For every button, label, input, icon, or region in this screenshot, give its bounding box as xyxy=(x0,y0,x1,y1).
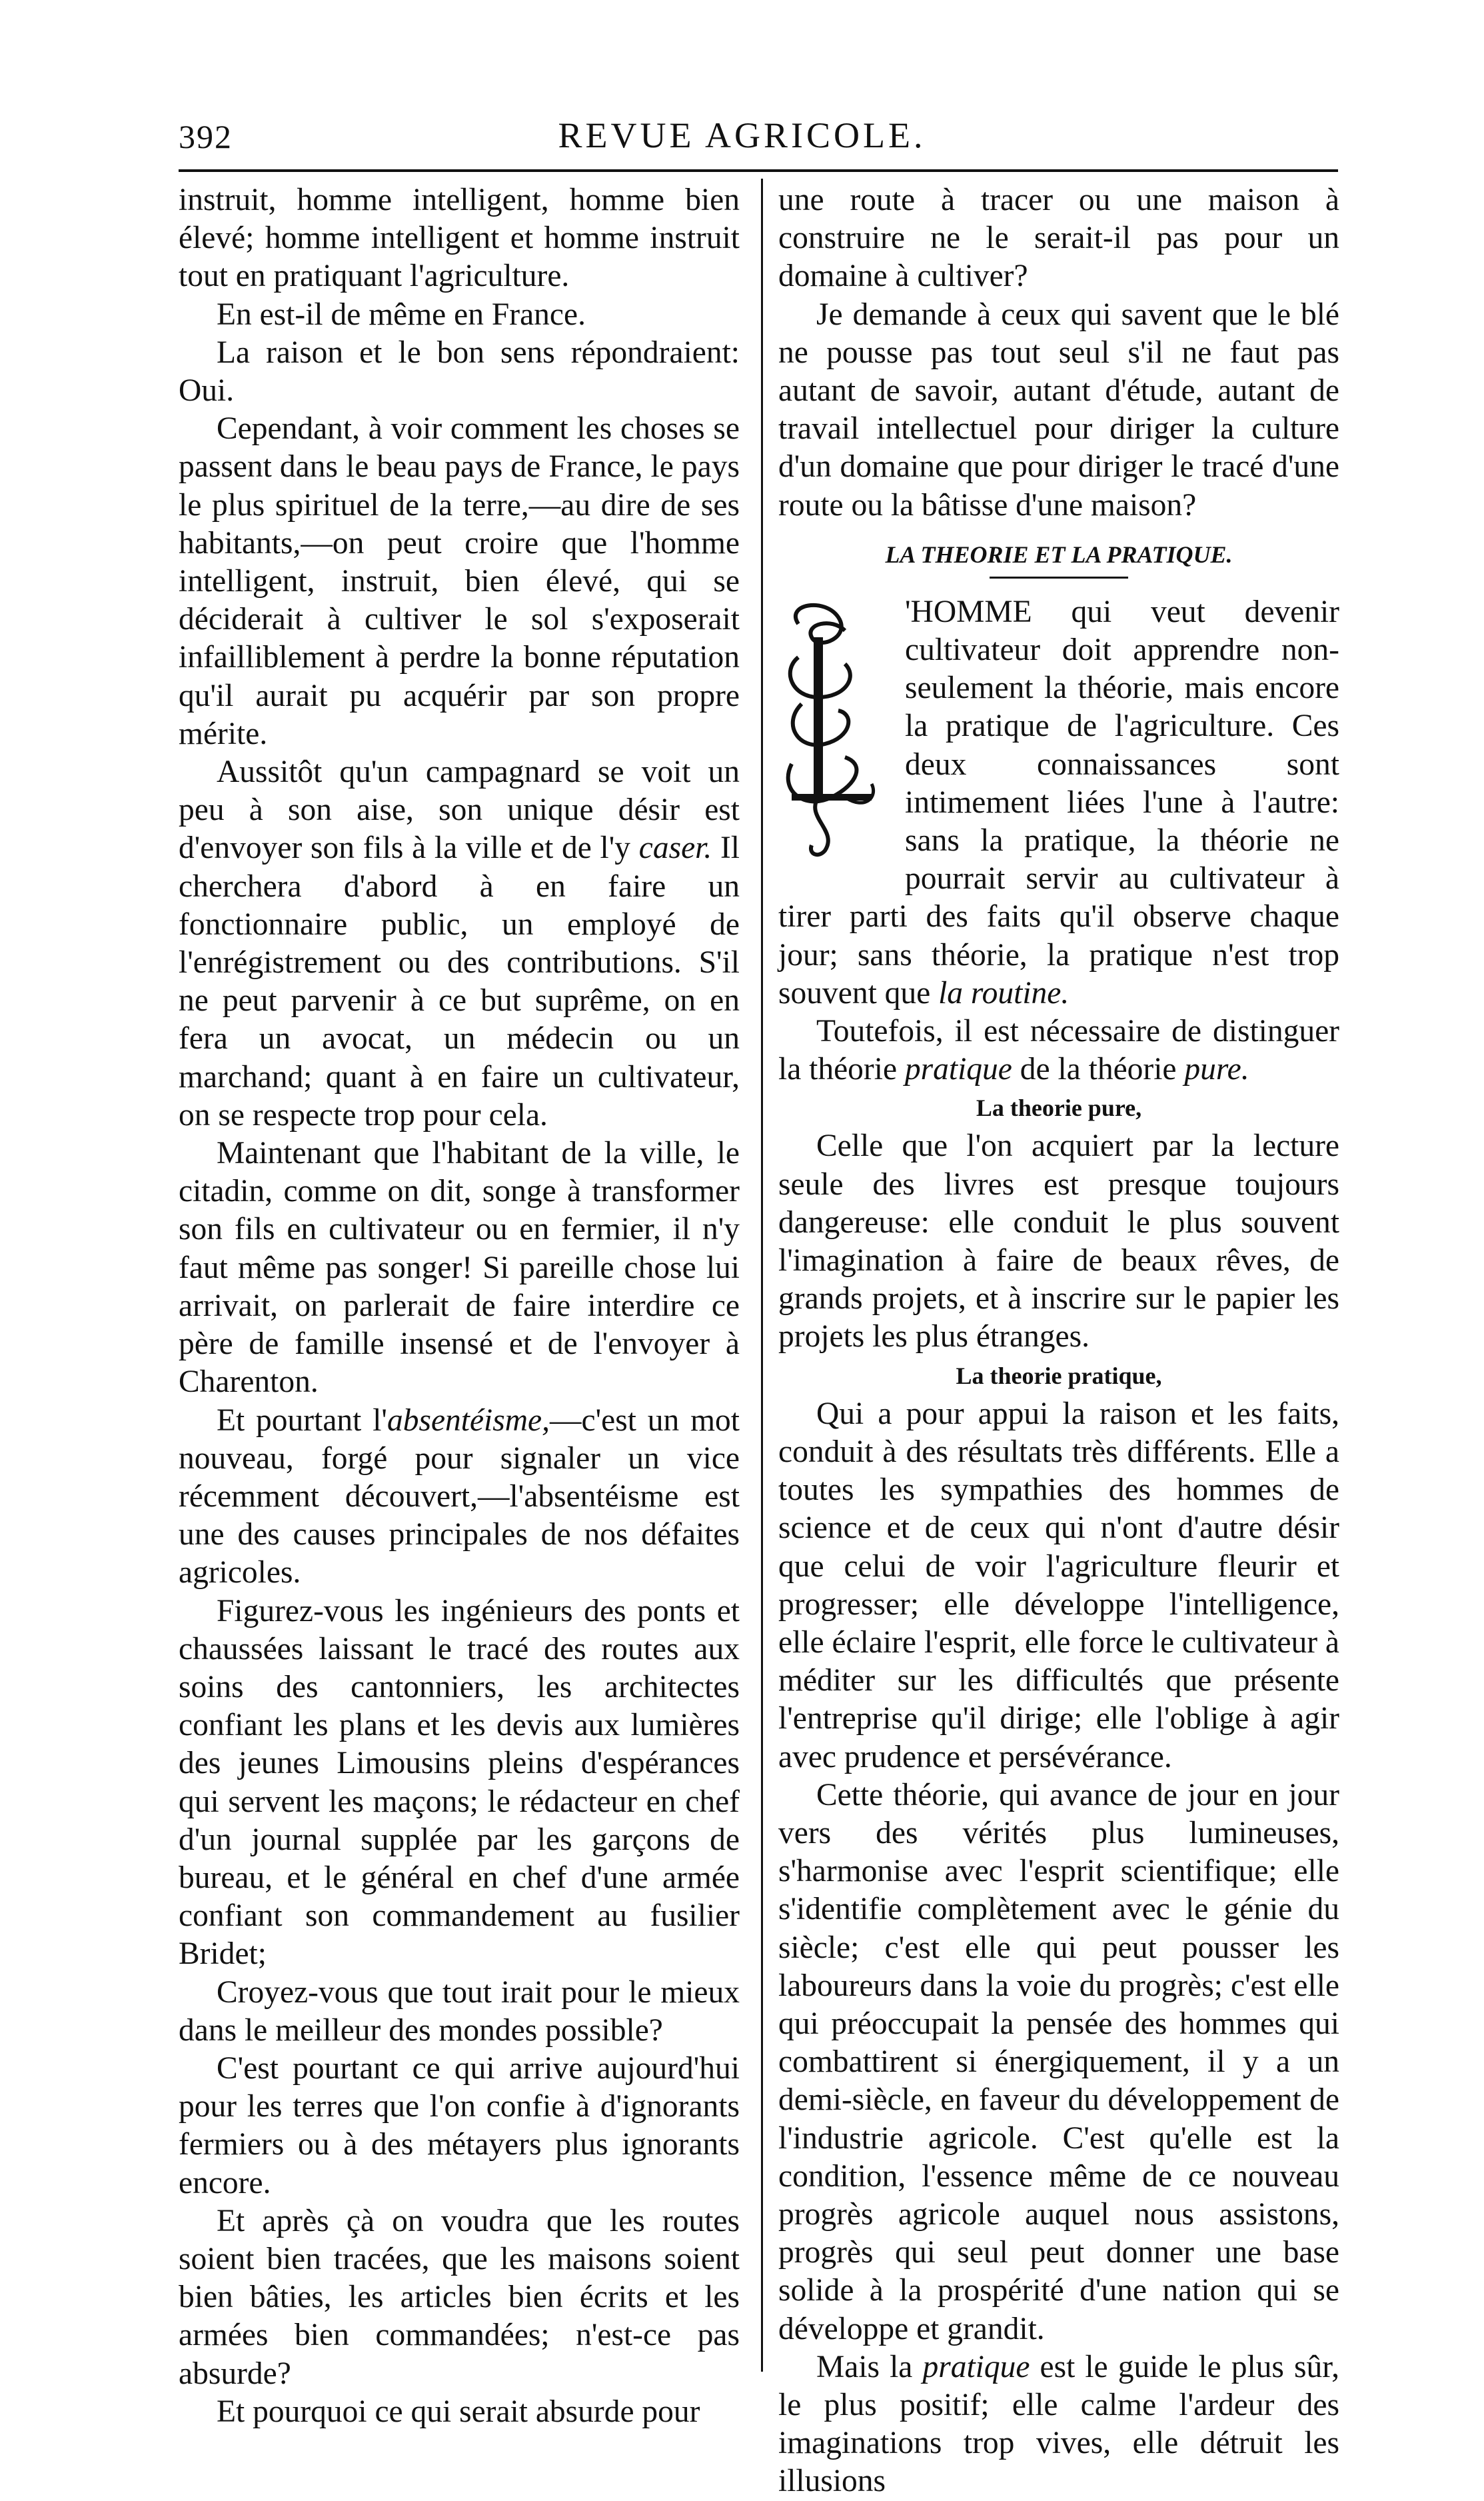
emphasis: pratique xyxy=(904,1052,1012,1087)
column-divider xyxy=(761,179,763,2372)
paragraph: Cette théorie, qui avance de jour en jour vers des vérités plus lumineuses, s'harmonise avec l'esprit scientifique; elle s'identifie complètement avec le génie du siècle; c'est elle qui peut pousser les laboureurs dans la voie du progrès; c'est elle qui préoccupait la pensée des hommes qui combattirent si énergiquement, il y a un demi-siècle, en faveur du développement de l'industrie agricole. C'est qu'elle est la condition, l'essence même de ce nouveau progrès agricole auquel nous assistons, progrès qui seul peut donner une base solide à la prospérité d'une nation qui se développe et grandit. xyxy=(778,1777,1339,2346)
paragraph xyxy=(778,2348,1339,2501)
text-run: Aussitôt qu'un campagnard se voit un peu à son aise, son unique désir est d'envoyer son fils à la ville et de l'y xyxy=(179,755,740,866)
page-number: 392 xyxy=(179,118,233,155)
section-title: LA THEORIE ET LA PRATIQUE. xyxy=(885,541,1233,568)
text-run: de la théorie xyxy=(1012,1052,1185,1087)
subheading: La theorie pure, xyxy=(976,1095,1142,1122)
paragraph: En est-il de même en France. xyxy=(217,297,586,332)
paragraph: Croyez-vous que tout irait pour le mieux dans le meilleur des mondes possible? xyxy=(179,1974,740,2048)
intro-paragraph xyxy=(778,593,1339,1013)
paragraph: Qui a pour appui la raison et les faits, conduit à des résultats très différents. Elle a toutes les sympathies des hommes de science et de ceux qui n'ont d'autre désir que celui de voir l'agriculture fleurir et progresser; elle développe l'intelligence, elle éclaire l'esprit, elle force le cultivateur à méditer sur les difficultés que présente l'entreprise qu'il dirige; elle l'oblige à agir avec prudence et persévérance. xyxy=(778,1396,1339,1774)
paragraph xyxy=(179,1402,740,1592)
paragraph: Et après çà on voudra que les routes soient bien tracées, que les maisons soient bien bâties, les articles bien écrits et les armées bien commandées; n'est-ce pas absurde? xyxy=(179,2203,740,2391)
emphasis: pratique xyxy=(922,2349,1030,2384)
paragraph: Figurez-vous les ingénieurs des ponts et chaussées laissant le tracé des routes aux soins des cantonniers, les architectes confiant les plans et les devis aux lumières des jeunes Limousins pleins d'espérances qui servent les maçons; le rédacteur en chef d'un journal supplée par les garçons de bureau, et le général en chef d'une armée confiant son commandement au fusilier Bridet; xyxy=(179,1593,740,1972)
header-rule xyxy=(179,169,1338,172)
text-run: Et pourtant l' xyxy=(217,1402,387,1438)
paragraph: Maintenant que l'habitant de la ville, le citadin, comme on dit, songe à transformer son fils en cultivateur ou en fermier, il n'y faut même pas songer! Si pareille chose lui arrivait, on parlerait de faire interdire ce père de famille insensé et de l'envoyer à Charenton. xyxy=(179,1136,740,1400)
emphasis: absentéisme, xyxy=(386,1402,550,1438)
paragraph: C'est pourtant ce qui arrive aujourd'hui pour les terres que l'on confie à d'ignorants fermiers ou à des métayers plus ignorants encore. xyxy=(179,2050,740,2200)
section-rule xyxy=(990,577,1128,579)
paragraph xyxy=(179,753,740,1135)
paragraph xyxy=(778,1013,1339,1089)
text-run: Mais la xyxy=(816,2349,923,2384)
emphasis: caser. xyxy=(638,831,712,866)
paragraph: Et pourquoi ce qui serait absurde pour xyxy=(217,2394,700,2429)
text-run: 'HOMME qui veut devenir cultivateur doit apprendre non-seulement la théorie, mais encore la pratique de l'agriculture. Ces deux connaissances sont intimement liées l'une à l'autre: sans la pratique, la théorie ne pourrait servir au cultivateur à tirer parti des faits qu'il observe chaque jour; sans théorie, la pratique n'est trop souvent que xyxy=(778,594,1339,1011)
ornamental-initial-icon xyxy=(778,597,890,861)
running-title: REVUE AGRICOLE. xyxy=(558,115,926,155)
paragraph: Celle que l'on acquiert par la lecture seule des livres est presque toujours dangereuse: elle conduit le plus souvent l'imagination à faire de beaux rêves, de grands projets, et à inscrire sur le papier les projets les plus étranges. xyxy=(778,1129,1339,1354)
left-column xyxy=(179,181,740,2431)
paragraph: Je demande à ceux qui savent que le blé ne pousse pas tout seul s'il ne faut pas autant de savoir, autant d'étude, autant de travail intellectuel pour diriger la culture d'un domaine que pour diriger le tracé d'une route ou la bâtisse d'une maison? xyxy=(778,297,1339,523)
text-run: est le guide le plus sûr, le plus positif; elle calme l'ardeur des imaginations trop vives, elle détruit les illusions xyxy=(778,2349,1339,2499)
paragraph: Cependant, à voir comment les choses se passent dans le beau pays de France, le pays le plus spirituel de la terre,—au dire de ses habitants,—on peut croire que l'homme intelligent, instruit, bien élevé, qui se déciderait à cultiver le sol s'exposerait infailliblement à perdre la bonne réputation qu'il aurait pu acquérir par son propre mérite. xyxy=(179,411,740,751)
text-run: Toutefois, il est nécessaire de distinguer la théorie xyxy=(778,1014,1339,1087)
paragraph: une route à tracer ou une maison à construire ne le serait-il pas pour un domaine à cultiver? xyxy=(778,183,1339,294)
text-run: Il cherchera d'abord à en faire un fonctionnaire public, un employé de l'enrégistrement ou des contributions. S'il ne peut parvenir à ce but suprême, on en fera un avocat, un médecin ou un marchand; quant à en faire un cultivateur, on se respecte trop pour cela. xyxy=(179,831,740,1133)
paragraph: La raison et le bon sens répondraient: Oui. xyxy=(179,335,740,409)
emphasis: la routine. xyxy=(938,975,1070,1011)
emphasis: pure. xyxy=(1184,1052,1249,1087)
right-column xyxy=(778,181,1339,2501)
paragraph: instruit, homme intelligent, homme bien élevé; homme intelligent et homme instruit tout en pratiquant l'agriculture. xyxy=(179,183,740,294)
text-run: —c'est un mot nouveau, forgé pour signaler un vice récemment découvert,—l'absentéisme est une des causes principales de nos défaites agricoles. xyxy=(179,1402,740,1590)
subheading: La theorie pratique, xyxy=(956,1362,1162,1389)
